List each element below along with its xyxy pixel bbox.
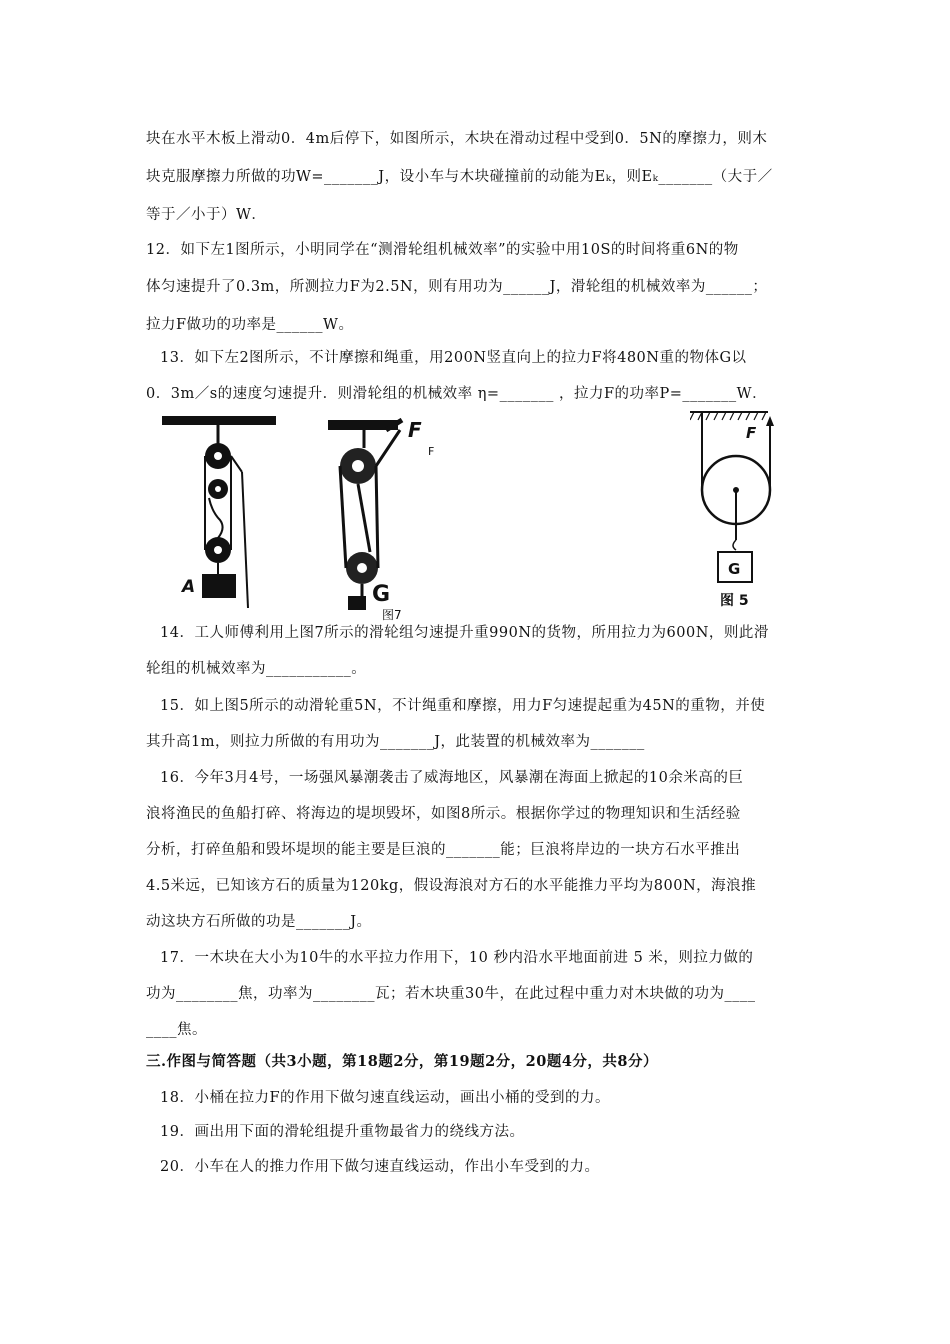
text-line: 功为________焦，功率为________瓦；若木块重30牛，在此过程中重力对木块做的功为____: [146, 986, 756, 1002]
figure-caption-7: 图7: [382, 608, 402, 622]
text-line: 0．3m／s的速度匀速提升．则滑轮组的机械效率 η=_______ ，拉力F的功率P=_______W．: [146, 386, 768, 402]
pulley-figure-7: [320, 412, 450, 622]
pulley-figure-1: [160, 412, 290, 612]
force-label-f: F: [408, 418, 422, 442]
text-line: 拉力F做功的功率是______W。: [146, 317, 354, 333]
text-line: 块在水平木板上滑动0．4m后停下，如图所示，木块在滑动过程中受到0．5N的摩擦力，则木: [146, 131, 768, 147]
text-line: 动这块方石所做的功是_______J。: [146, 914, 372, 930]
text-line: 19．画出用下面的滑轮组提升重物最省力的绕线方法。: [160, 1124, 525, 1140]
text-line: 4.5米远，已知该方石的质量为120kg，假设海浪对方石的水平能推力平均为800N，海浪推: [146, 878, 757, 894]
text-line: 20．小车在人的推力作用下做匀速直线运动，作出小车受到的力。: [160, 1159, 600, 1175]
text-line: 分析，打碎鱼船和毁坏堤坝的能主要是巨浪的_______能；巨浪将岸边的一块方石水平推出: [146, 842, 741, 858]
text-line: 12．如下左1图所示，小明同学在“测滑轮组机械效率”的实验中用10S的时间将重6N的物: [146, 242, 739, 258]
text-line: 14．工人师傅利用上图7所示的滑轮组匀速提升重990N的货物，所用拉力为600N，则此滑: [160, 625, 769, 641]
force-label-f-small: F: [428, 445, 435, 458]
text-line: ____焦。: [146, 1022, 207, 1038]
text-line: 15．如上图5所示的动滑轮重5N，不计绳重和摩擦，用力F匀速提起重为45N的重物，并使: [160, 698, 766, 714]
text-line: 17．一木块在大小为10牛的水平拉力作用下，10 秒内沿水平地面前进 5 米，则拉力做的: [160, 950, 754, 966]
text-line: 体匀速提升了0.3m，所测拉力F为2.5N，则有用功为______J，滑轮组的机械效率为______；: [146, 279, 768, 295]
text-line: 其升高1m，则拉力所做的有用功为_______J，此装置的机械效率为_______: [146, 734, 645, 750]
section-heading: 三.作图与简答题（共3小题，第18题2分，第19题2分，20题4分，共8分）: [146, 1053, 659, 1070]
text-line: 浪将渔民的鱼船打碎、将海边的堤坝毁坏，如图8所示。根据你学过的物理知识和生活经验: [146, 806, 741, 822]
text-line: 13．如下左2图所示，不计摩擦和绳重，用200N竖直向上的拉力F将480N重的物体G以: [160, 350, 747, 366]
text-line: 等于／小于）W．: [146, 207, 267, 223]
figure-caption-5: 图 5: [720, 593, 749, 609]
text-line: 16．今年3月4号，一场强风暴潮袭击了威海地区，风暴潮在海面上掀起的10余米高的巨: [160, 770, 744, 786]
text-line: 轮组的机械效率为___________。: [146, 661, 367, 677]
text-line: 块克服摩擦力所做的功W=_______J，设小车与木块碰撞前的动能为Eₖ，则Eₖ_______（大于／: [146, 169, 773, 185]
pulley-figure-5: [690, 408, 800, 608]
text-line: 18．小桶在拉力F的作用下做匀速直线运动，画出小桶的受到的力。: [160, 1090, 611, 1106]
weight-label-g: G: [372, 582, 391, 607]
force-label-f: F: [746, 424, 757, 442]
weight-label-g: G: [728, 560, 741, 578]
weight-label-a: A: [182, 577, 196, 597]
